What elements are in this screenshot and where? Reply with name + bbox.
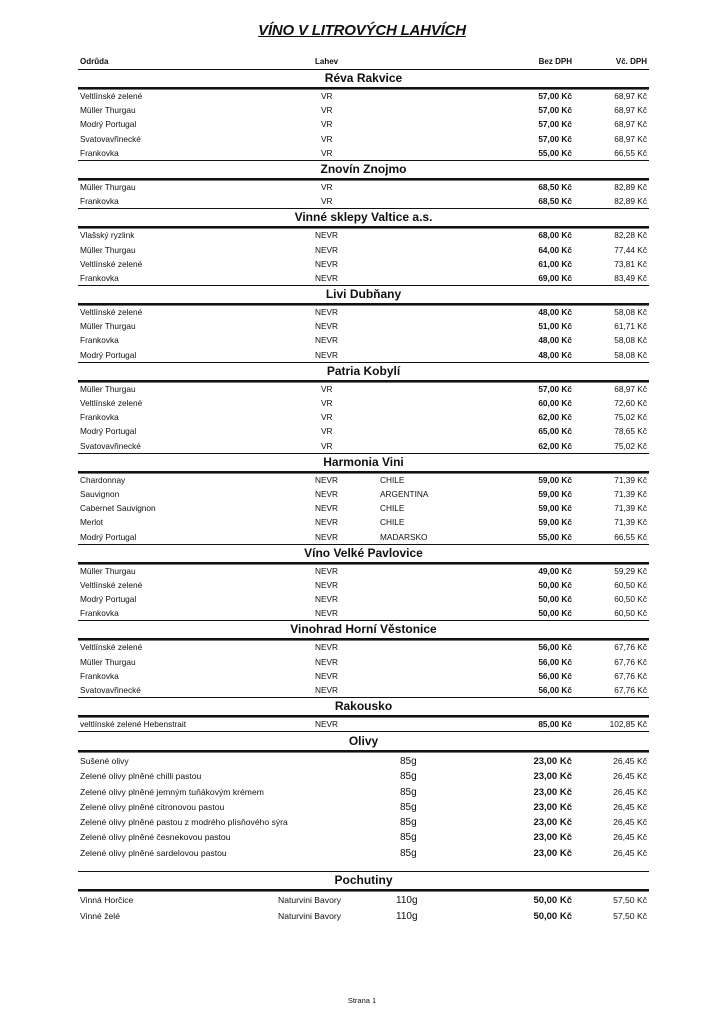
price-vat-cell: 68,97 Kč bbox=[614, 105, 647, 116]
group-rows bbox=[78, 564, 649, 622]
group-rows bbox=[78, 305, 649, 363]
group-heading: Patria Kobylí bbox=[78, 363, 649, 382]
group-heading: Víno Velké Pavlovice bbox=[78, 545, 649, 564]
group-heading: Livi Dubňany bbox=[78, 286, 649, 305]
table-row bbox=[78, 180, 649, 194]
bottle-cell: VR bbox=[321, 412, 333, 423]
price-vat-cell: 82,28 Kč bbox=[614, 230, 647, 241]
bottle-cell: NEVR bbox=[315, 503, 339, 514]
price-vat-cell: 71,39 Kč bbox=[614, 503, 647, 514]
table-row bbox=[78, 578, 649, 592]
variety-cell: veltlínské zelené Hebenstrait bbox=[80, 719, 187, 730]
price-no-vat-cell: 57,00 Kč bbox=[538, 383, 572, 394]
product-cell: Zelené olivy plněné sardelovou pastou bbox=[80, 847, 227, 858]
bottle-cell: VR bbox=[321, 181, 333, 192]
price-no-vat-cell: 50,00 Kč bbox=[538, 579, 572, 590]
price-vat-cell: 67,76 Kč bbox=[614, 642, 647, 653]
group-heading: Harmonia Vini bbox=[78, 454, 649, 473]
bottle-cell: NEVR bbox=[315, 642, 339, 653]
table-row bbox=[78, 439, 649, 453]
variety-cell: Veltlínské zelené bbox=[80, 398, 143, 408]
page-title: VÍNO V LITROVÝCH LAHVÍCH bbox=[258, 22, 466, 39]
price-no-vat-cell: 60,00 Kč bbox=[538, 398, 572, 408]
price-no-vat-cell: 55,00 Kč bbox=[538, 147, 572, 158]
price-vat-cell: 71,39 Kč bbox=[614, 474, 647, 485]
table-row bbox=[78, 194, 649, 208]
table-row bbox=[78, 146, 649, 160]
variety-cell: Sauvignon bbox=[80, 488, 120, 499]
variety-cell: Svatovavřinecké bbox=[80, 685, 141, 695]
variety-cell: Frankovka bbox=[80, 196, 119, 207]
variety-cell: Svatovavřinecké bbox=[80, 440, 141, 451]
price-no-vat-cell: 56,00 Kč bbox=[538, 642, 572, 653]
price-vat-cell: 26,45 Kč bbox=[613, 786, 647, 797]
table-row bbox=[78, 655, 649, 669]
table-header bbox=[78, 56, 649, 70]
price-no-vat-cell: 23,00 Kč bbox=[533, 801, 572, 813]
table-row bbox=[78, 117, 649, 131]
bottle-cell: NEVR bbox=[315, 531, 339, 542]
price-no-vat-cell: 56,00 Kč bbox=[538, 685, 572, 695]
table-row bbox=[78, 271, 649, 285]
variety-cell: Frankovka bbox=[80, 670, 119, 681]
price-vat-cell: 26,45 Kč bbox=[613, 847, 647, 858]
variety-cell: Vlašský ryzlink bbox=[80, 230, 135, 241]
bottle-cell: NEVR bbox=[315, 488, 339, 499]
price-vat-cell: 83,49 Kč bbox=[614, 272, 647, 283]
weight-cell: 85g bbox=[400, 832, 417, 844]
price-no-vat-cell: 56,00 Kč bbox=[538, 670, 572, 681]
price-no-vat-cell: 59,00 Kč bbox=[538, 517, 572, 528]
variety-cell: Frankovka bbox=[80, 608, 119, 619]
weight-cell: 85g bbox=[400, 847, 417, 859]
price-no-vat-cell: 23,00 Kč bbox=[533, 786, 572, 798]
bottle-cell: NEVR bbox=[315, 517, 339, 528]
price-vat-cell: 58,08 Kč bbox=[614, 307, 647, 318]
group-heading: Rakousko bbox=[78, 698, 649, 717]
price-no-vat-cell: 55,00 Kč bbox=[538, 531, 572, 542]
table-row bbox=[78, 305, 649, 319]
variety-cell: Veltlínské zelené bbox=[80, 91, 143, 101]
price-no-vat-cell: 49,00 Kč bbox=[538, 565, 572, 576]
price-no-vat-cell: 48,00 Kč bbox=[538, 307, 572, 318]
variety-cell: Veltlínské zelené bbox=[80, 579, 143, 590]
table-row bbox=[78, 530, 649, 544]
table-row bbox=[78, 846, 649, 861]
variety-cell: Cabernet Sauvignon bbox=[80, 503, 156, 514]
table-row bbox=[78, 564, 649, 578]
bottle-cell: NEVR bbox=[315, 685, 339, 695]
condiments-section bbox=[78, 871, 649, 924]
bottle-cell: NEVR bbox=[315, 335, 339, 346]
table-row bbox=[78, 487, 649, 501]
bottle-cell: NEVR bbox=[315, 719, 339, 730]
price-no-vat-cell: 69,00 Kč bbox=[538, 272, 572, 283]
price-no-vat-cell: 61,00 Kč bbox=[538, 258, 572, 269]
weight-cell: 85g bbox=[400, 756, 417, 767]
price-vat-cell: 82,89 Kč bbox=[614, 196, 647, 207]
price-vat-cell: 66,55 Kč bbox=[614, 531, 647, 542]
bottle-cell: VR bbox=[321, 426, 333, 437]
table-row bbox=[78, 132, 649, 146]
price-no-vat-cell: 62,00 Kč bbox=[538, 440, 572, 451]
variety-cell: Müller Thurgau bbox=[80, 181, 136, 192]
price-no-vat-cell: 48,00 Kč bbox=[538, 349, 572, 360]
table-row bbox=[78, 754, 649, 769]
bottle-cell: NEVR bbox=[315, 258, 339, 269]
price-vat-cell: 75,02 Kč bbox=[614, 412, 647, 423]
variety-cell: Müller Thurgau bbox=[80, 244, 136, 255]
bottle-cell: VR bbox=[321, 383, 333, 394]
table-row bbox=[78, 717, 649, 731]
table-row bbox=[78, 396, 649, 410]
price-no-vat-cell: 50,00 Kč bbox=[533, 910, 572, 922]
bottle-cell: NEVR bbox=[315, 244, 339, 255]
bottle-cell: VR bbox=[321, 147, 333, 158]
price-vat-cell: 68,97 Kč bbox=[614, 383, 647, 394]
bottle-cell: NEVR bbox=[315, 670, 339, 681]
price-no-vat-cell: 23,00 Kč bbox=[533, 847, 572, 859]
bottle-cell: NEVR bbox=[315, 349, 339, 360]
weight-cell: 110g bbox=[396, 895, 418, 906]
price-no-vat-cell: 68,50 Kč bbox=[538, 181, 572, 192]
price-no-vat-cell: 68,50 Kč bbox=[538, 196, 572, 207]
table-row bbox=[78, 228, 649, 242]
price-vat-cell: 66,55 Kč bbox=[614, 147, 647, 158]
price-no-vat-cell: 23,00 Kč bbox=[533, 771, 572, 783]
variety-cell: Veltlínské zelené bbox=[80, 642, 143, 653]
variety-cell: Müller Thurgau bbox=[80, 565, 136, 576]
price-no-vat-cell: 51,00 Kč bbox=[538, 321, 572, 332]
price-vat-cell: 78,65 Kč bbox=[614, 426, 647, 437]
price-vat-cell: 26,45 Kč bbox=[613, 832, 647, 843]
price-vat-cell: 57,50 Kč bbox=[613, 910, 647, 921]
variety-cell: Müller Thurgau bbox=[80, 383, 136, 394]
price-no-vat-cell: 23,00 Kč bbox=[533, 756, 572, 767]
price-vat-cell: 60,50 Kč bbox=[614, 594, 647, 605]
price-no-vat-cell: 57,00 Kč bbox=[538, 133, 572, 144]
group-heading: Znovín Znojmo bbox=[78, 161, 649, 180]
variety-cell: Frankovka bbox=[80, 335, 119, 346]
group-rows bbox=[78, 89, 649, 161]
price-vat-cell: 26,45 Kč bbox=[613, 756, 647, 766]
variety-cell: Modrý Portugal bbox=[80, 119, 137, 130]
table-row bbox=[78, 683, 649, 697]
price-vat-cell: 77,44 Kč bbox=[614, 244, 647, 255]
product-cell: Zelené olivy plněné jemným tuňákovým krémem bbox=[80, 786, 264, 797]
weight-cell: 85g bbox=[400, 786, 417, 798]
country-cell: ARGENTINA bbox=[380, 488, 429, 499]
price-vat-cell: 102,85 Kč bbox=[609, 719, 647, 730]
table-row bbox=[78, 257, 649, 271]
bottle-cell: NEVR bbox=[315, 272, 339, 283]
header-price-vat: Vč. DPH bbox=[615, 57, 647, 66]
variety-cell: Veltlínské zelené bbox=[80, 307, 143, 318]
table-row bbox=[78, 606, 649, 620]
bottle-cell: VR bbox=[321, 196, 333, 207]
country-cell: MADARSKO bbox=[380, 531, 428, 542]
group-rows bbox=[78, 228, 649, 286]
header-variety: Odrůda bbox=[80, 57, 109, 66]
price-no-vat-cell: 57,00 Kč bbox=[538, 105, 572, 116]
price-no-vat-cell: 65,00 Kč bbox=[538, 426, 572, 437]
group-heading: Vinné sklepy Valtice a.s. bbox=[78, 209, 649, 228]
price-vat-cell: 26,45 Kč bbox=[613, 817, 647, 828]
price-vat-cell: 71,39 Kč bbox=[614, 517, 647, 528]
price-no-vat-cell: 56,00 Kč bbox=[538, 656, 572, 667]
product-cell: Zelené olivy plněné česnekovou pastou bbox=[80, 832, 231, 843]
price-no-vat-cell: 85,00 Kč bbox=[538, 719, 572, 730]
olives-section bbox=[78, 733, 649, 861]
price-no-vat-cell: 50,00 Kč bbox=[538, 594, 572, 605]
price-no-vat-cell: 64,00 Kč bbox=[538, 244, 572, 255]
bottle-cell: VR bbox=[321, 133, 333, 144]
group-rows bbox=[78, 180, 649, 209]
variety-cell: Veltlínské zelené bbox=[80, 258, 143, 269]
price-vat-cell: 72,60 Kč bbox=[614, 398, 647, 408]
price-no-vat-cell: 59,00 Kč bbox=[538, 474, 572, 485]
table-row bbox=[78, 909, 649, 925]
price-vat-cell: 67,76 Kč bbox=[614, 656, 647, 667]
weight-cell: 85g bbox=[400, 801, 417, 813]
product-cell: Sušené olivy bbox=[80, 756, 129, 766]
price-no-vat-cell: 68,00 Kč bbox=[538, 230, 572, 241]
country-cell: CHILE bbox=[380, 474, 405, 485]
product-cell: Zelené olivy plněné citronovou pastou bbox=[80, 801, 225, 812]
country-cell: CHILE bbox=[380, 503, 405, 514]
price-no-vat-cell: 23,00 Kč bbox=[533, 817, 572, 829]
table-row bbox=[78, 785, 649, 800]
variety-cell: Müller Thurgau bbox=[80, 321, 136, 332]
variety-cell: Modrý Portugal bbox=[80, 531, 137, 542]
group-rows bbox=[78, 717, 649, 732]
table-row bbox=[78, 501, 649, 515]
table-row bbox=[78, 769, 649, 784]
price-vat-cell: 26,45 Kč bbox=[613, 771, 647, 782]
variety-cell: Frankovka bbox=[80, 272, 119, 283]
table-row bbox=[78, 893, 649, 909]
group-rows bbox=[78, 473, 649, 545]
price-vat-cell: 59,29 Kč bbox=[614, 565, 647, 576]
bottle-cell: NEVR bbox=[315, 307, 339, 318]
price-no-vat-cell: 50,00 Kč bbox=[538, 608, 572, 619]
table-row bbox=[78, 800, 649, 815]
table-row bbox=[78, 473, 649, 487]
bottle-cell: VR bbox=[321, 105, 333, 116]
price-no-vat-cell: 57,00 Kč bbox=[538, 91, 572, 101]
price-vat-cell: 60,50 Kč bbox=[614, 579, 647, 590]
bottle-cell: NEVR bbox=[315, 579, 339, 590]
bottle-cell: NEVR bbox=[315, 321, 339, 332]
weight-cell: 85g bbox=[400, 771, 417, 783]
price-vat-cell: 82,89 Kč bbox=[614, 181, 647, 192]
group-rows bbox=[78, 640, 649, 698]
variety-cell: Müller Thurgau bbox=[80, 656, 136, 667]
price-no-vat-cell: 59,00 Kč bbox=[538, 503, 572, 514]
table-row bbox=[78, 592, 649, 606]
price-vat-cell: 67,76 Kč bbox=[614, 670, 647, 681]
price-no-vat-cell: 48,00 Kč bbox=[538, 335, 572, 346]
variety-cell: Svatovavřinecké bbox=[80, 133, 141, 144]
price-no-vat-cell: 23,00 Kč bbox=[533, 832, 572, 844]
price-vat-cell: 57,50 Kč bbox=[613, 895, 647, 905]
group-heading: Vinohrad Horní Věstonice bbox=[78, 621, 649, 640]
group-heading-condiments: Pochutiny bbox=[78, 872, 649, 891]
price-vat-cell: 67,76 Kč bbox=[614, 685, 647, 695]
bottle-cell: NEVR bbox=[315, 474, 339, 485]
price-vat-cell: 68,97 Kč bbox=[614, 91, 647, 101]
bottle-cell: VR bbox=[321, 91, 333, 101]
price-no-vat-cell: 59,00 Kč bbox=[538, 488, 572, 499]
variety-cell: Merlot bbox=[80, 517, 104, 528]
table-row bbox=[78, 410, 649, 424]
table-row bbox=[78, 640, 649, 654]
page-footer: Strana 1 bbox=[347, 996, 377, 1005]
price-no-vat-cell: 57,00 Kč bbox=[538, 119, 572, 130]
price-vat-cell: 58,08 Kč bbox=[614, 349, 647, 360]
product-cell: Vinná Horčice bbox=[80, 895, 134, 905]
bottle-cell: VR bbox=[321, 398, 333, 408]
weight-cell: 110g bbox=[396, 910, 418, 922]
group-rows bbox=[78, 382, 649, 454]
table-row bbox=[78, 333, 649, 347]
product-cell: Zelené olivy plněné chilli pastou bbox=[80, 771, 202, 782]
bottle-cell: NEVR bbox=[315, 565, 339, 576]
price-no-vat-cell: 62,00 Kč bbox=[538, 412, 572, 423]
table-row bbox=[78, 103, 649, 117]
product-cell: Zelené olivy plněné pastou z modrého plísňového sýra bbox=[80, 817, 288, 828]
bottle-cell: NEVR bbox=[315, 230, 339, 241]
supplier-cell: Naturvini Bavory bbox=[278, 895, 342, 905]
table-row bbox=[78, 243, 649, 257]
variety-cell: Modrý Portugal bbox=[80, 594, 137, 605]
bottle-cell: NEVR bbox=[315, 656, 339, 667]
product-cell: Vinné želé bbox=[80, 910, 120, 921]
header-price-no-vat: Bez DPH bbox=[538, 57, 572, 66]
variety-cell: Modrý Portugal bbox=[80, 426, 137, 437]
bottle-cell: VR bbox=[321, 440, 333, 451]
table-row bbox=[78, 815, 649, 830]
table-row bbox=[78, 669, 649, 683]
variety-cell: Chardonnay bbox=[80, 474, 126, 485]
variety-cell: Frankovka bbox=[80, 147, 119, 158]
country-cell: CHILE bbox=[380, 517, 405, 528]
table-row bbox=[78, 515, 649, 529]
table-row bbox=[78, 348, 649, 362]
table-row bbox=[78, 830, 649, 845]
price-vat-cell: 68,97 Kč bbox=[614, 119, 647, 130]
supplier-cell: Naturvini Bavory bbox=[278, 910, 342, 921]
price-vat-cell: 71,39 Kč bbox=[614, 488, 647, 499]
price-vat-cell: 58,08 Kč bbox=[614, 335, 647, 346]
price-vat-cell: 61,71 Kč bbox=[614, 321, 647, 332]
bottle-cell: NEVR bbox=[315, 594, 339, 605]
price-vat-cell: 75,02 Kč bbox=[614, 440, 647, 451]
bottle-cell: VR bbox=[321, 119, 333, 130]
table-row bbox=[78, 382, 649, 396]
price-vat-cell: 68,97 Kč bbox=[614, 133, 647, 144]
variety-cell: Modrý Portugal bbox=[80, 349, 137, 360]
variety-cell: Frankovka bbox=[80, 412, 119, 423]
table-row bbox=[78, 89, 649, 103]
bottle-cell: NEVR bbox=[315, 608, 339, 619]
table-row bbox=[78, 319, 649, 333]
header-bottle: Lahev bbox=[315, 57, 339, 66]
price-vat-cell: 73,81 Kč bbox=[614, 258, 647, 269]
group-heading: Réva Rakvice bbox=[78, 70, 649, 89]
price-no-vat-cell: 50,00 Kč bbox=[533, 895, 572, 906]
weight-cell: 85g bbox=[400, 817, 417, 829]
wine-price-list bbox=[78, 70, 649, 732]
table-row bbox=[78, 424, 649, 438]
group-heading-olives: Olivy bbox=[78, 733, 649, 752]
variety-cell: Müller Thurgau bbox=[80, 105, 136, 116]
price-vat-cell: 26,45 Kč bbox=[613, 801, 647, 812]
price-vat-cell: 60,50 Kč bbox=[614, 608, 647, 619]
